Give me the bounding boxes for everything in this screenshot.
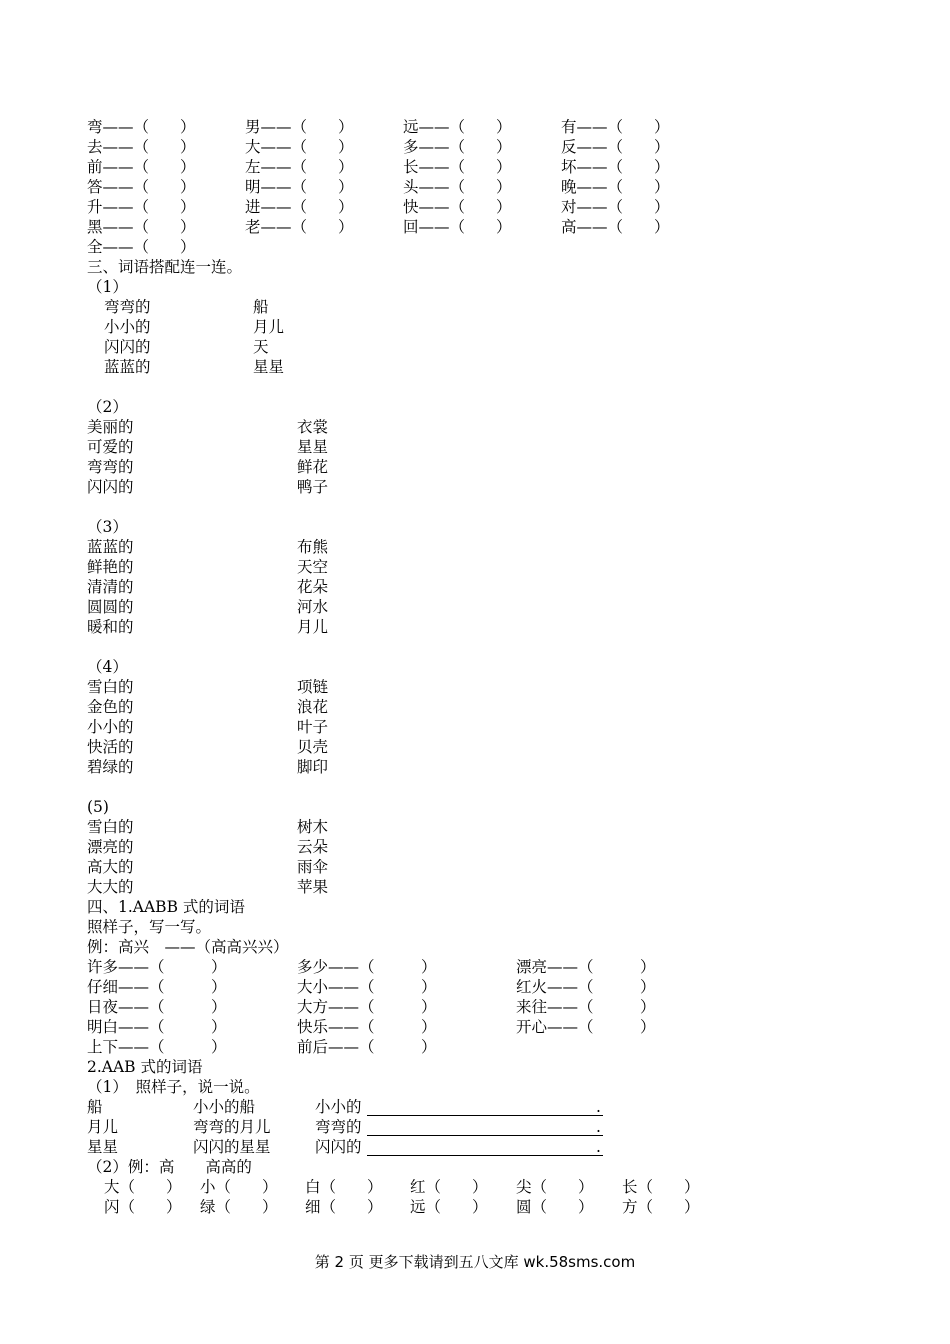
antonym-item: 高——（ ） [561,218,670,236]
aabb-item: 明白——（ ） [87,1018,227,1036]
section-title: 2.AAB 式的词语 [87,1058,203,1076]
aabb-item: 来往——（ ） [516,998,656,1016]
antonym-item: 左——（ ） [245,158,354,176]
aab-end: . [596,1118,601,1136]
fill-item: 红（ ） [410,1178,488,1196]
fill-item: 小（ ） [200,1178,278,1196]
answer-line [367,1155,603,1156]
aabb-item: 许多——（ ） [87,958,227,976]
match-left-item: 闪闪的 [104,338,151,356]
match-right-item: 天空 [297,558,329,576]
aab-end: . [596,1138,601,1156]
page-footer: 第 2 页 更多下载请到五八文库 wk.58sms.com [314,1253,636,1271]
antonym-item: 前——（ ） [87,158,196,176]
antonym-item: 对——（ ） [561,198,670,216]
aabb-item: 快乐——（ ） [297,1018,437,1036]
aabb-item: 开心——（ ） [516,1018,656,1036]
match-left-item: 蓝蓝的 [104,358,151,376]
aab-prompt: 闪闪的 [315,1138,362,1156]
match-right-item: 脚印 [297,758,329,776]
antonym-item: 坏——（ ） [561,158,670,176]
group-label: （4） [87,658,128,676]
aabb-item: 仔细——（ ） [87,978,227,996]
antonym-item: 反——（ ） [561,138,670,156]
aab-prompt: 小小的 [315,1098,362,1116]
match-left-item: 高大的 [87,858,134,876]
aab-end: . [596,1098,601,1116]
example: 例：高兴 ——（高高兴兴） [87,938,289,956]
antonym-item: 去——（ ） [87,138,196,156]
fill-item: 方（ ） [622,1198,700,1216]
match-right-item: 鲜花 [297,458,329,476]
match-left-item: 暖和的 [87,618,134,636]
antonym-item: 回——（ ） [403,218,512,236]
aabb-item: 多少——（ ） [297,958,437,976]
match-left-item: 弯弯的 [87,458,134,476]
fill-item: 闪（ ） [104,1198,182,1216]
match-right-item: 贝壳 [297,738,329,756]
aabb-item: 日夜——（ ） [87,998,227,1016]
match-right-item: 布熊 [297,538,329,556]
antonym-item: 男——（ ） [245,118,354,136]
match-left-item: 清清的 [87,578,134,596]
match-right-item: 月儿 [297,618,329,636]
match-right-item: 树木 [297,818,329,836]
aabb-item: 大方——（ ） [297,998,437,1016]
match-right-item: 项链 [297,678,329,696]
match-left-item: 可爱的 [87,438,134,456]
aab-noun: 船 [87,1098,103,1116]
group-label: (5) [87,798,109,816]
aab-phrase: 弯弯的月儿 [193,1118,271,1136]
match-right-item: 船 [253,298,269,316]
match-left-item: 漂亮的 [87,838,134,856]
match-left-item: 圆圆的 [87,598,134,616]
match-right-item: 月儿 [253,318,285,336]
antonym-item: 长——（ ） [403,158,512,176]
group-label: （2） [87,398,128,416]
fill-item: 细（ ） [305,1198,383,1216]
antonym-item: 头——（ ） [403,178,512,196]
antonym-item: 多——（ ） [403,138,512,156]
aabb-item: 上下——（ ） [87,1038,227,1056]
aabb-item: 红火——（ ） [516,978,656,996]
match-left-item: 小小的 [104,318,151,336]
group-label: （3） [87,518,128,536]
match-right-item: 天 [253,338,269,356]
section-title: 四、1.AABB 式的词语 [87,898,245,916]
aab-phrase: 闪闪的星星 [193,1138,271,1156]
fill-item: 尖（ ） [516,1178,594,1196]
match-left-item: 蓝蓝的 [87,538,134,556]
match-left-item: 大大的 [87,878,134,896]
fill-item: 白（ ） [305,1178,383,1196]
fill-item: 长（ ） [622,1178,700,1196]
match-left-item: 快活的 [87,738,134,756]
fill-item: 远（ ） [410,1198,488,1216]
answer-line [367,1135,603,1136]
match-left-item: 雪白的 [87,818,134,836]
antonym-item: 大——（ ） [245,138,354,156]
match-right-item: 花朵 [297,578,329,596]
match-left-item: 闪闪的 [87,478,134,496]
match-right-item: 星星 [253,358,285,376]
match-left-item: 雪白的 [87,678,134,696]
antonym-item: 晚——（ ） [561,178,670,196]
match-right-item: 云朵 [297,838,329,856]
antonym-item: 快——（ ） [403,198,512,216]
instruction: 照样子，写一写。 [87,918,212,936]
antonym-item: 全——（ ） [87,238,196,256]
group-label: （1） [87,278,128,296]
match-left-item: 金色的 [87,698,134,716]
antonym-item: 黑——（ ） [87,218,196,236]
match-right-item: 星星 [297,438,329,456]
match-right-item: 河水 [297,598,329,616]
aabb-item: 漂亮——（ ） [516,958,656,976]
match-left-item: 小小的 [87,718,134,736]
subsection: （1） 照样子，说一说。 [87,1078,260,1096]
antonym-item: 明——（ ） [245,178,354,196]
match-left-item: 碧绿的 [87,758,134,776]
match-right-item: 鸭子 [297,478,329,496]
antonym-item: 弯——（ ） [87,118,196,136]
match-right-item: 苹果 [297,878,329,896]
match-left-item: 美丽的 [87,418,134,436]
match-left-item: 弯弯的 [104,298,151,316]
antonym-item: 有——（ ） [561,118,670,136]
antonym-item: 答——（ ） [87,178,196,196]
match-right-item: 雨伞 [297,858,329,876]
antonym-item: 老——（ ） [245,218,354,236]
aab-prompt: 弯弯的 [315,1118,362,1136]
antonym-item: 进——（ ） [245,198,354,216]
fill-item: 大（ ） [104,1178,182,1196]
match-right-item: 衣裳 [297,418,329,436]
fill-item: 绿（ ） [200,1198,278,1216]
aabb-item: 大小——（ ） [297,978,437,996]
section-title: 三、词语搭配连一连。 [87,258,243,276]
subsection: （2）例：高 高高的 [87,1158,252,1176]
aabb-item: 前后——（ ） [297,1038,437,1056]
answer-line [367,1115,603,1116]
match-right-item: 叶子 [297,718,329,736]
aab-noun: 星星 [87,1138,119,1156]
match-left-item: 鲜艳的 [87,558,134,576]
match-right-item: 浪花 [297,698,329,716]
aab-phrase: 小小的船 [193,1098,256,1116]
antonym-item: 远——（ ） [403,118,512,136]
aab-noun: 月儿 [87,1118,119,1136]
fill-item: 圆（ ） [516,1198,594,1216]
antonym-item: 升——（ ） [87,198,196,216]
